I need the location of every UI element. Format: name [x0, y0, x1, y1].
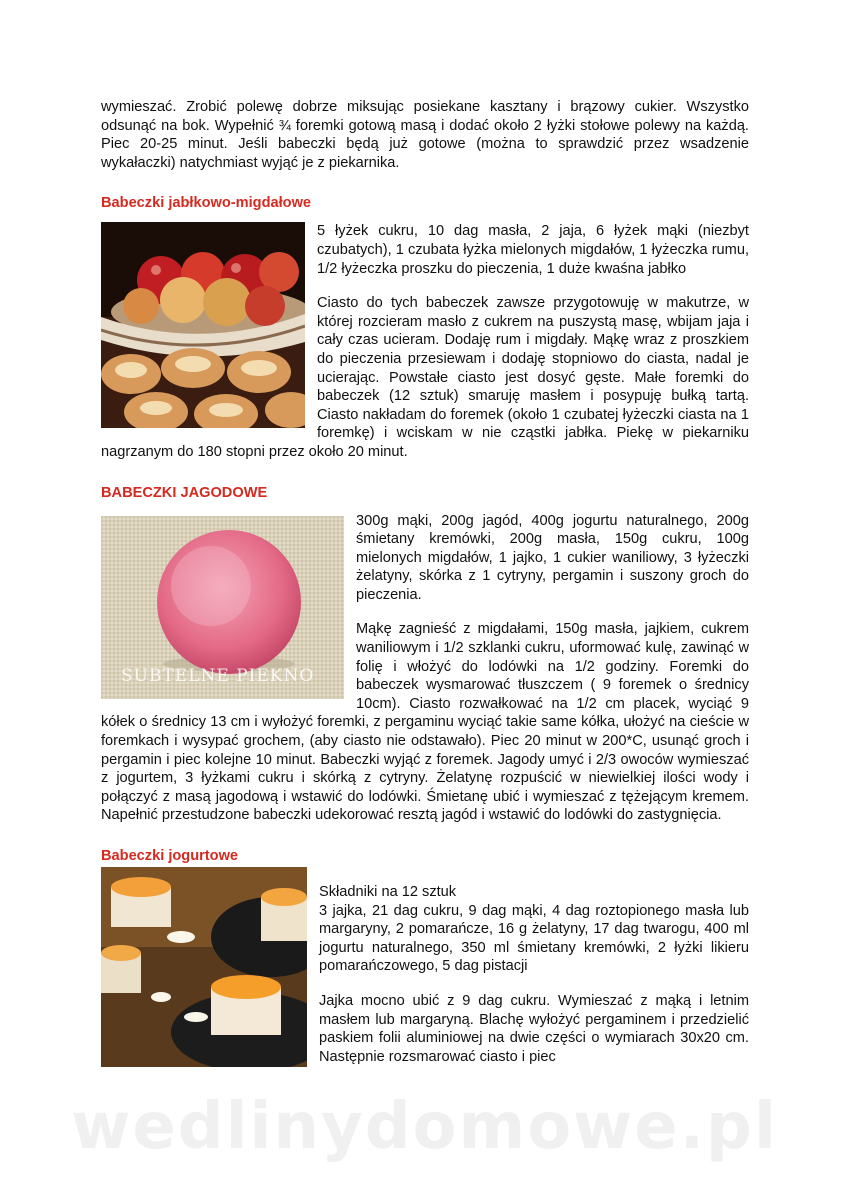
recipe-blueberry	[101, 484, 749, 826]
image-caption: SUBTELNE PIEKNO	[121, 665, 315, 686]
recipe-ingredients: 300g mąki, 200g jagód, 400g jogurtu naturalnego, 200g śmietany kremówki, 200g masła, 150g cukru, 100g mielonych migdałów, 1 jajko, 1 cukier waniliowy, 3 łyżeczki żelatyny, skórka z 1 cytryny, pergamin i suszony groch do pieczenia.	[356, 512, 749, 603]
recipe-ingredients: 5 łyżek cukru, 10 dag masła, 2 jaja, 6 łyżek mąki (niezbyt czubatych), 1 czubata łyżka mielonych migdałów, 1 łyżeczka rumu, 1/2 łyżeczka proszku do pieczenia, 1 duże kwaśna jabłko	[317, 223, 749, 277]
recipe-title: Babeczki jabłkowo-migdałowe	[101, 195, 312, 212]
yogurt-cupcakes-photo	[101, 867, 307, 1067]
recipe-ingredients: 3 jajka, 21 dag cukru, 9 dag mąki, 4 dag roztopionego masła lub margaryny, 2 pomarańcze, 16 g żelatyny, 17 dag twarogu, 400 ml jogurtu naturalnego, 350 ml śmietany kremówki, 2 łyżki likieru pomarańczowego, 5 dag pistacji	[319, 902, 749, 975]
apple-cupcakes-photo	[101, 222, 305, 428]
recipe-apple-almond	[101, 194, 749, 461]
document-page	[101, 98, 749, 1067]
recipe-method: Jajka mocno ubić z 9 dag cukru. Wymieszać z mąką i letnim masłem lub margaryną. Blachę wyłożyć pergaminem i przedzielić paskiem folii aluminiowej na dwie części o wymiarach 30x20 cm. Następnie rozsmarować ciasto i piec	[319, 992, 749, 1065]
intro-paragraph: wymieszać. Zrobić polewę dobrze miksując posiekane kasztany i brązowy cukier. Wszystko odsunąć na bok. Wypełnić ¾ foremki gotową masą i dodać około 2 łyżki stołowe polewy na każdą. Piec 20-25 minut. Jeśli babeczki będą już gotowe (można to sprawdzić przez wsadzenie wykałaczki) natychmiast wyjąć je z piekarnika.	[101, 99, 749, 171]
recipe-servings: Składniki na 12 sztuk	[319, 884, 457, 900]
recipe-method: Ciasto do tych babeczek zawsze przygotowuję w makutrze, w której rozcieram masło z cukrem na puszystą masę, wbijam jaja i cały czas ucieram. Dodaję rum i migdały. Mąkę wraz z proszkiem do pieczenia przesiewam i dodaję stopniowo do ciasta, nadal je ucierając. Powstałe ciasto jest dosyć gęste. Małe foremki do babeczek (12 sztuk) smaruję masłem i posypuję bułką tartą. Ciasto nakładam do foremek (około 1 czubatej łyżeczki ciasta na 1 foremkę) i wciskam w nie cząstki jabłka. Piekę w piekarniku nagrzanym do 180 stopni przez około 20 minut.	[101, 295, 749, 460]
recipe-title: Babeczki jogurtowe	[101, 848, 239, 864]
site-watermark: wedlinydomowe.pl	[71, 1090, 778, 1164]
recipe-method: Mąkę zagnieść z migdałami, 150g masła, jajkiem, cukrem waniliowym i 1/2 szklanki cukru, uformować kulę, zawinąć w folię i włożyć do lodówki na 1/2 godziny. Foremki do babeczek wysmarować tłuszczem ( 9 foremek o średnicy 10cm). Ciasto rozwałkować na 1/2 cm placek, wyciąć 9 kółek o średnicy 13 cm i wyłożyć foremki, z pergaminu wyciąć takie same kółka, ułożyć na cieście w foremkach i wysypać grochem, (aby ciasto nie odstawało). Piec 20 minut w 200*C, usunąć groch i pergamin i piec kolejne 10 minut. Babeczki wyjąć z foremek. Jagody umyć i 2/3 owoców wymieszać z jogurtem, 3 łyżkami cukru i skórką z cytryny. Żelatynę rozpuścić w niewielkiej ilości wody i połączyć z masą jagodową i wstawić do lodówki. Śmietanę ubić i wymieszać z tężejącym kremem. Napełnić przestudzone babeczki udekorować resztą jagód i wstawić do lodówki do zastygnięcia.	[101, 621, 749, 824]
recipe-yogurt	[101, 847, 749, 1067]
recipe-title: BABECZKI JAGODOWE	[101, 484, 268, 501]
pink-ball-photo	[101, 516, 344, 699]
